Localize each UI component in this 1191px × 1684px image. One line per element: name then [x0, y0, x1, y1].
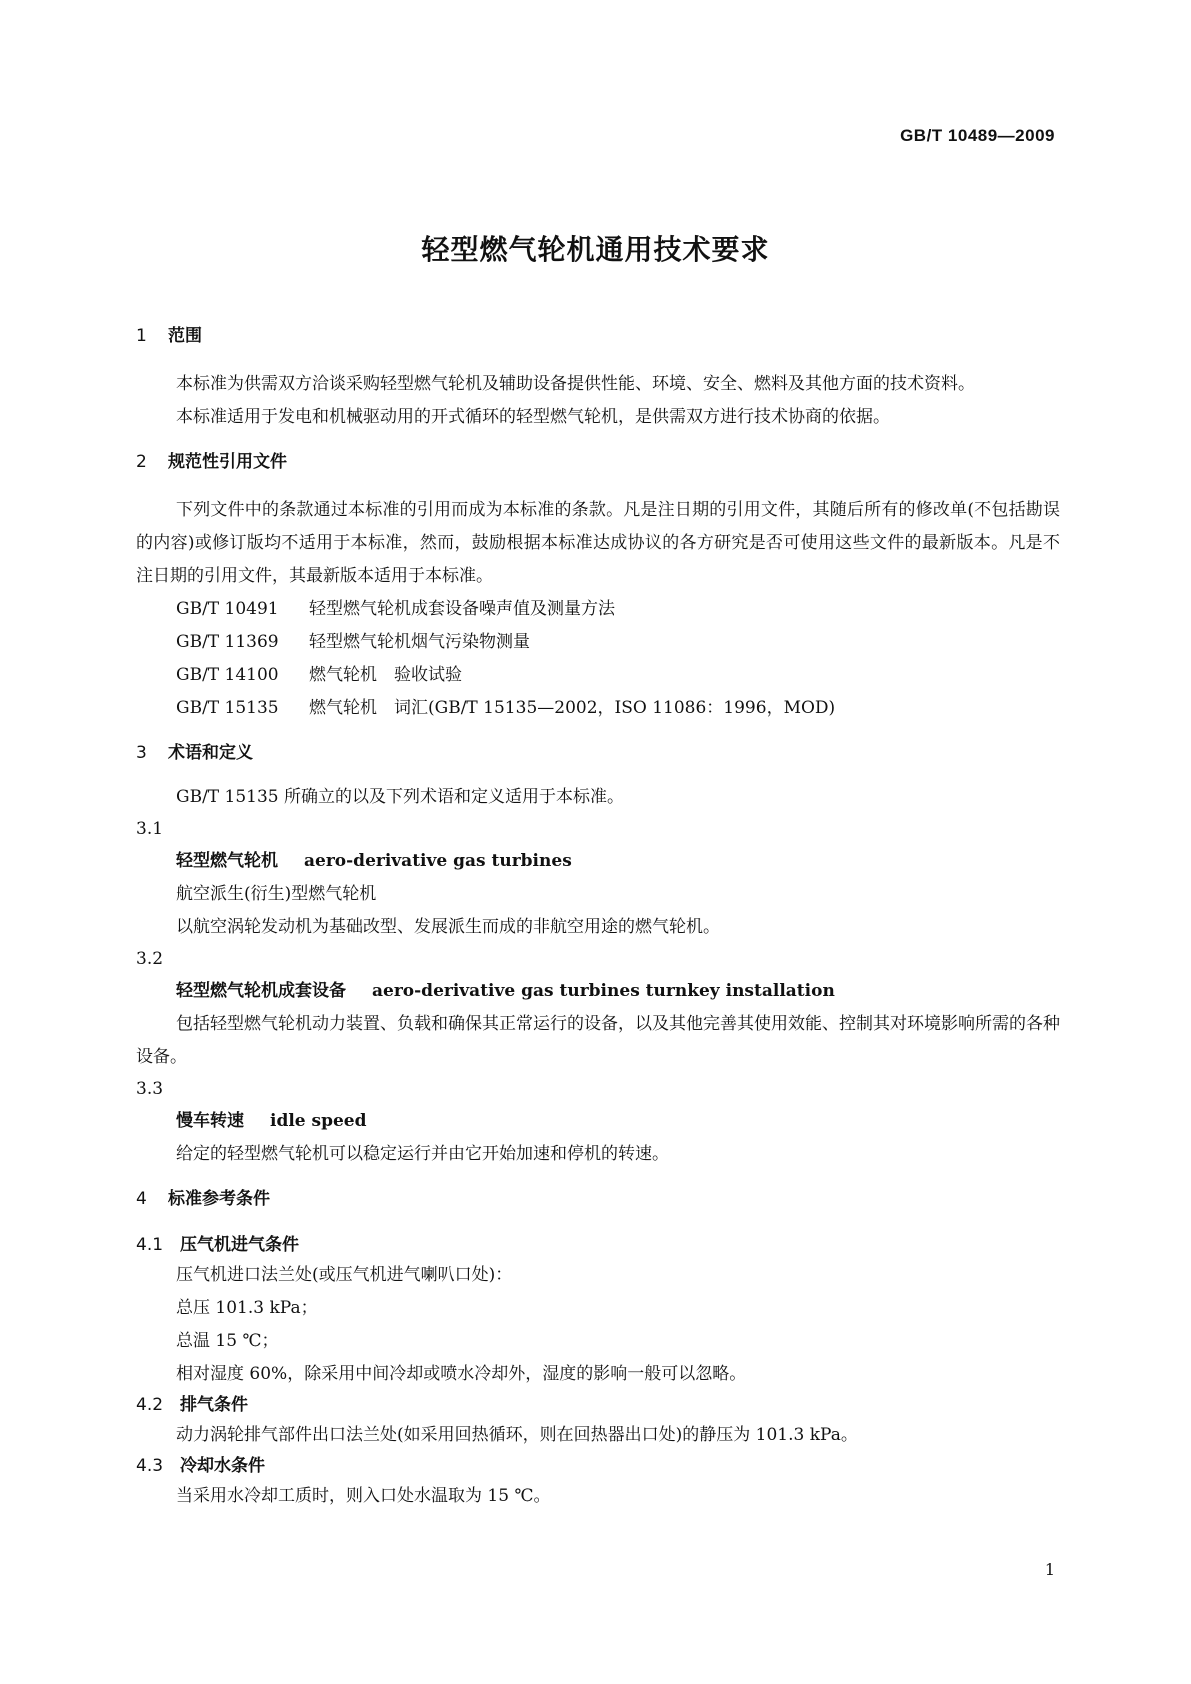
term-zh: 慢车转速 [176, 1111, 244, 1131]
paragraph: 动力涡轮排气部件出口法兰处(如采用回热循环，则在回热器出口处)的静压为 101.3 kPa。 [176, 1425, 858, 1445]
subsection-number: 4.2 [136, 1395, 164, 1415]
subsection-4-3-heading [136, 1452, 1060, 1480]
reference-title: 轻型燃气轮机烟气污染物测量 [309, 632, 530, 652]
paragraph: 相对湿度 60%，除采用中间冷却或喷水冷却外，湿度的影响一般可以忽略。 [176, 1364, 747, 1384]
reference-item [136, 593, 1060, 626]
subsection-title: 压气机进气条件 [180, 1235, 299, 1255]
paragraph: 本标准为供需双方洽谈采购轻型燃气轮机及辅助设备提供性能、环境、安全、燃料及其他方面的技术资料。 [176, 374, 975, 394]
term-number: 3.1 [136, 819, 164, 839]
term-definition: 以航空涡轮发动机为基础改型、发展派生而成的非航空用途的燃气轮机。 [176, 917, 720, 937]
term-heading [136, 845, 1060, 878]
paragraph: 压气机进口法兰处(或压气机进气喇叭口处)： [176, 1265, 513, 1285]
term-definition: 包括轻型燃气轮机动力装置、负载和确保其正常运行的设备，以及其他完善其使用效能、控制其对环境影响所需的各种设备。 [136, 1014, 1060, 1067]
section-3-heading [136, 739, 1060, 767]
subsection-title: 冷却水条件 [180, 1456, 265, 1476]
section-2-heading [136, 448, 1060, 476]
section-number: 1 [136, 326, 147, 346]
term-number: 3.2 [136, 949, 164, 969]
term-definition: 给定的轻型燃气轮机可以稳定运行并由它开始加速和停机的转速。 [176, 1144, 669, 1164]
section-1-heading [136, 322, 1060, 350]
term-alternative: 航空派生(衍生)型燃气轮机 [176, 884, 377, 904]
paragraph: 本标准适用于发电和机械驱动用的开式循环的轻型燃气轮机，是供需双方进行技术协商的依据。 [176, 407, 890, 427]
term-heading [136, 1105, 1060, 1138]
reference-item [136, 626, 1060, 659]
term-number: 3.3 [136, 1079, 164, 1099]
reference-item [136, 659, 1060, 692]
page-title: 轻型燃气轮机通用技术要求 [421, 233, 770, 266]
section-title: 规范性引用文件 [168, 452, 287, 472]
paragraph: GB/T 15135 所确立的以及下列术语和定义适用于本标准。 [176, 787, 625, 807]
section-4-heading [136, 1185, 1060, 1213]
section-title: 术语和定义 [168, 743, 253, 763]
section-number: 4 [136, 1189, 147, 1209]
document-body [136, 322, 1060, 1513]
term-en: idle speed [270, 1111, 367, 1131]
term-zh: 轻型燃气轮机成套设备 [176, 981, 346, 1001]
reference-title: 燃气轮机 词汇(GB/T 15135—2002，ISO 11086：1996，MOD) [309, 698, 836, 718]
reference-title: 燃气轮机 验收试验 [309, 665, 462, 685]
page-number: 1 [1044, 1560, 1055, 1579]
term-zh: 轻型燃气轮机 [176, 851, 278, 871]
document-id: GB/T 10489—2009 [900, 126, 1055, 145]
reference-code: GB/T 10491 [176, 599, 279, 619]
reference-item [136, 692, 1060, 725]
reference-code: GB/T 15135 [176, 698, 279, 718]
reference-title: 轻型燃气轮机成套设备噪声值及测量方法 [309, 599, 615, 619]
reference-code: GB/T 14100 [176, 665, 279, 685]
section-number: 2 [136, 452, 147, 472]
subsection-title: 排气条件 [180, 1395, 248, 1415]
term-en: aero-derivative gas turbines turnkey installation [372, 981, 835, 1001]
section-title: 范围 [168, 326, 202, 346]
paragraph: 总压 101.3 kPa； [176, 1298, 318, 1318]
term-en: aero-derivative gas turbines [304, 851, 572, 871]
subsection-4-1-heading [136, 1231, 1060, 1259]
reference-code: GB/T 11369 [176, 632, 279, 652]
paragraph: 总温 15 ℃； [176, 1331, 279, 1351]
section-number: 3 [136, 743, 147, 763]
section-title: 标准参考条件 [168, 1189, 270, 1209]
subsection-number: 4.1 [136, 1235, 164, 1255]
paragraph: 当采用水冷却工质时，则入口处水温取为 15 ℃。 [176, 1486, 551, 1506]
subsection-4-2-heading [136, 1391, 1060, 1419]
term-heading [136, 975, 1060, 1008]
paragraph: 下列文件中的条款通过本标准的引用而成为本标准的条款。凡是注日期的引用文件，其随后所有的修改单(不包括勘误的内容)或修订版均不适用于本标准，然而，鼓励根据本标准达成协议的各方研究是否可使用这些文件的最新版本。凡是不注日期的引用文件，其最新版本适用于本标准。 [136, 500, 1060, 586]
subsection-number: 4.3 [136, 1456, 164, 1476]
